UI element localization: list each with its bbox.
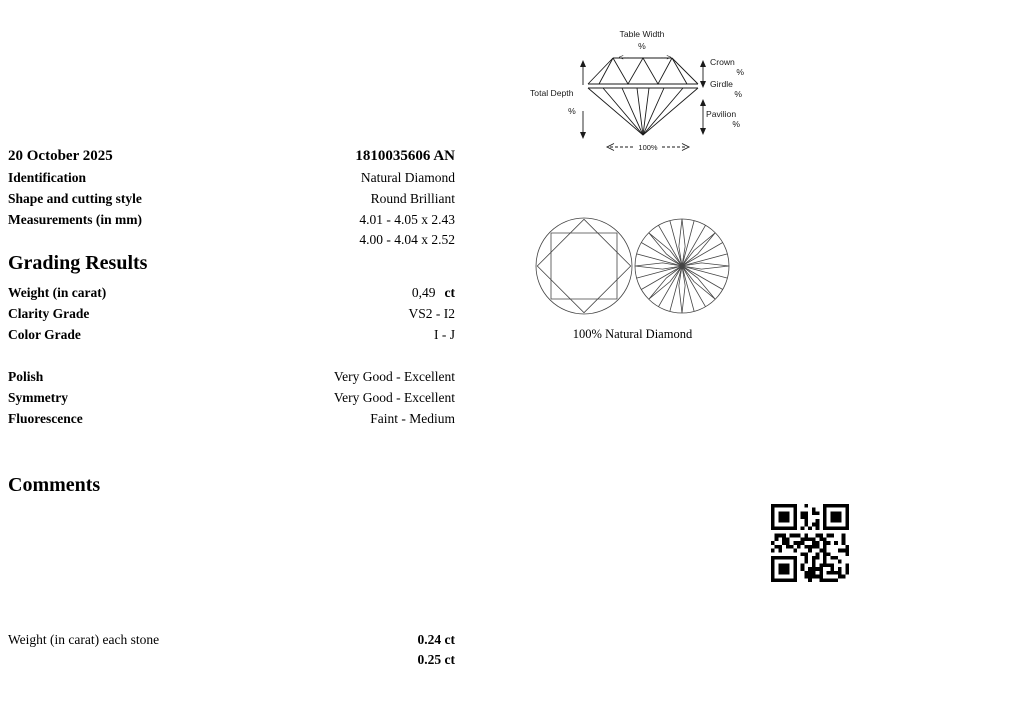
table-width-arrow-right: --> — [660, 52, 672, 62]
crown-view-plot — [536, 218, 632, 314]
polish-value: Very Good - Excellent — [333, 369, 455, 384]
pavilion-percent: % — [732, 119, 740, 129]
crown-percent: % — [736, 67, 744, 77]
symmetry-value: Very Good - Excellent — [333, 390, 455, 405]
stone-weight-row-2 — [8, 652, 455, 668]
clarity-row — [8, 306, 455, 322]
polish-label: Polish — [8, 369, 44, 384]
clarity-value: VS2 - I2 — [408, 306, 455, 321]
shape-value: Round Brilliant — [370, 191, 455, 206]
fluorescence-row — [8, 411, 455, 427]
girdle-label: Girdle — [710, 79, 733, 89]
weight-label: Weight (in carat) — [8, 285, 107, 300]
measurements-row — [8, 212, 455, 228]
identification-row — [8, 170, 455, 186]
measurements-row-2 — [8, 232, 455, 248]
qr-code — [771, 504, 849, 582]
girdle-width-100-label: 100% — [638, 143, 658, 152]
measurements-value-2: 4.00 - 4.04 x 2.52 — [359, 232, 455, 247]
fluorescence-value: Faint - Medium — [370, 411, 455, 426]
color-label: Color Grade — [8, 327, 81, 342]
weight-unit: ct — [444, 285, 455, 300]
plot-caption: 100% Natural Diamond — [572, 327, 693, 341]
symmetry-row — [8, 390, 455, 406]
weight-row — [8, 285, 455, 301]
table-width-percent: % — [638, 41, 646, 51]
girdle-percent: % — [734, 89, 742, 99]
pavilion-label: Pavilion — [706, 109, 737, 119]
report-date: 20 October 2025 — [8, 148, 113, 164]
crown-label: Crown — [710, 57, 735, 67]
comments-heading: Comments — [8, 474, 101, 496]
report-number: 1810035606 AN — [355, 148, 455, 164]
shape-label: Shape and cutting style — [8, 191, 142, 206]
total-depth-label: Total Depth — [530, 88, 574, 98]
pavilion-view-plot — [635, 219, 729, 313]
weight-value: 0,49 — [411, 285, 436, 300]
identification-label: Identification — [8, 170, 87, 185]
report-header-row — [8, 147, 455, 165]
color-row — [8, 327, 455, 343]
grading-results-heading: Grading Results — [8, 252, 148, 274]
diamond-cross-section — [588, 58, 698, 135]
identification-value: Natural Diamond — [360, 170, 455, 185]
color-value: I - J — [434, 327, 455, 342]
clarity-label: Clarity Grade — [8, 306, 90, 321]
shape-row — [8, 191, 455, 207]
stone-weight-value-2: 0.25 ct — [417, 652, 455, 667]
polish-row — [8, 369, 455, 385]
plot-diagram — [525, 213, 740, 323]
stone-weight-row-1 — [8, 632, 455, 648]
stone-weight-value-1: 0.24 ct — [417, 632, 455, 647]
measurements-label: Measurements (in mm) — [8, 212, 142, 227]
proportions-diagram — [520, 15, 760, 160]
symmetry-label: Symmetry — [8, 390, 68, 405]
weight-value-cell — [412, 285, 455, 301]
table-width-arrow-left: <-- — [618, 52, 630, 62]
fluorescence-label: Fluorescence — [8, 411, 83, 426]
table-width-label: Table Width — [619, 29, 665, 39]
total-depth-percent: % — [568, 106, 576, 116]
stone-weight-label: Weight (in carat) each stone — [8, 632, 160, 647]
measurements-value-1: 4.01 - 4.05 x 2.43 — [359, 212, 455, 227]
